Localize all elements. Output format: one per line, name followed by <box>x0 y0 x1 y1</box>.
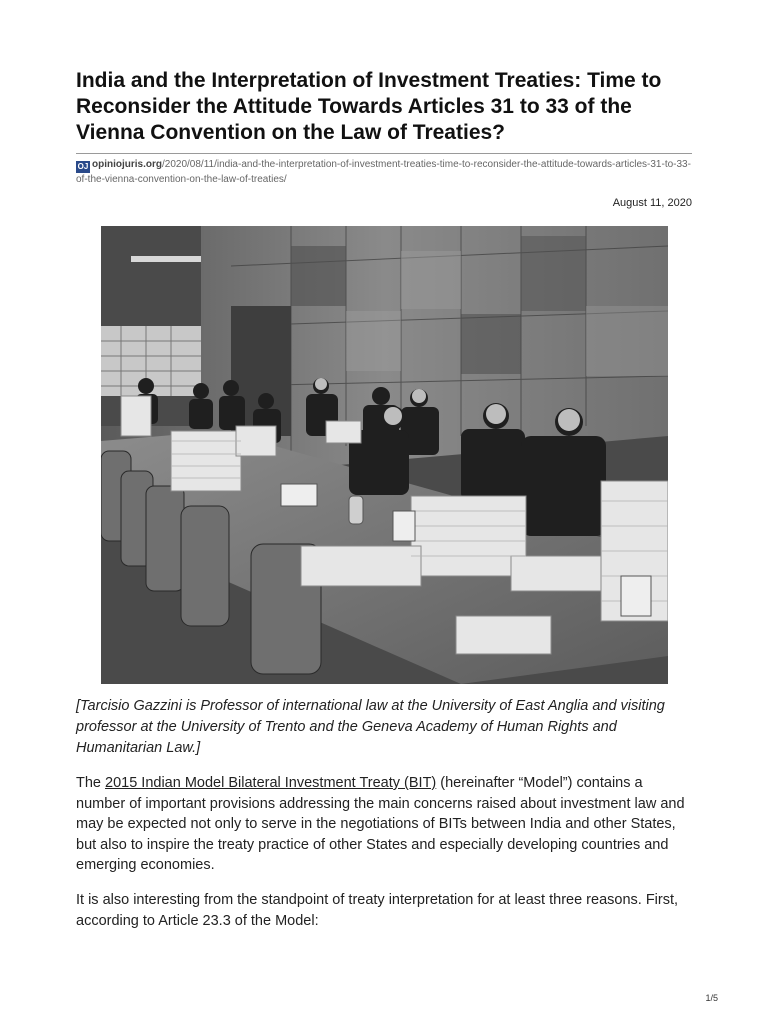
paragraph-1-prefix: The <box>76 775 106 791</box>
source-line <box>76 153 692 186</box>
source-path[interactable]: /2020/08/11/india-and-the-interpretation-of-investment-treaties-time-to-reconsider-the-attitude-towards-articles-31-to-33-of-the-vienna-convention-on-the-law-of-treaties/ <box>76 159 691 185</box>
publish-date: August 11, 2020 <box>612 197 692 209</box>
conference-photo <box>101 226 668 684</box>
indian-model-bit-link[interactable]: 2015 Indian Model Bilateral Investment Treaty (BIT) <box>105 775 437 791</box>
opinio-juris-logo-icon: OJ <box>77 162 89 171</box>
article-title: India and the Interpretation of Investment Treaties: Time to Reconsider the Attitude Towards Articles 31 to 33 of the Vienna Convention on the Law of Treaties? <box>76 69 662 144</box>
conference-photo-illustration <box>101 226 668 684</box>
source-domain-link[interactable]: opiniojuris.org <box>92 159 162 170</box>
paragraph-1 <box>76 773 692 876</box>
author-note: [Tarcisio Gazzini is Professor of international law at the University of East Anglia and visiting professor at the University of Trento and the Geneva Academy of Human Rights and Humanitarian Law.] <box>76 698 665 756</box>
page-number: 1/5 <box>705 993 718 1003</box>
paragraph-1-rest: (hereinafter “Model”) contains a number of important provisions addressing the main concerns raised about investment law and may be expected not only to serve in the negotiations of BITs between India and other States, but also to inspire the treaty practice of other States and especially developing countries and emerging economies. <box>76 775 685 873</box>
paragraph-2: It is also interesting from the standpoint of treaty interpretation for at least three reasons. First, according to Article 23.3 of the Model: <box>76 892 679 929</box>
